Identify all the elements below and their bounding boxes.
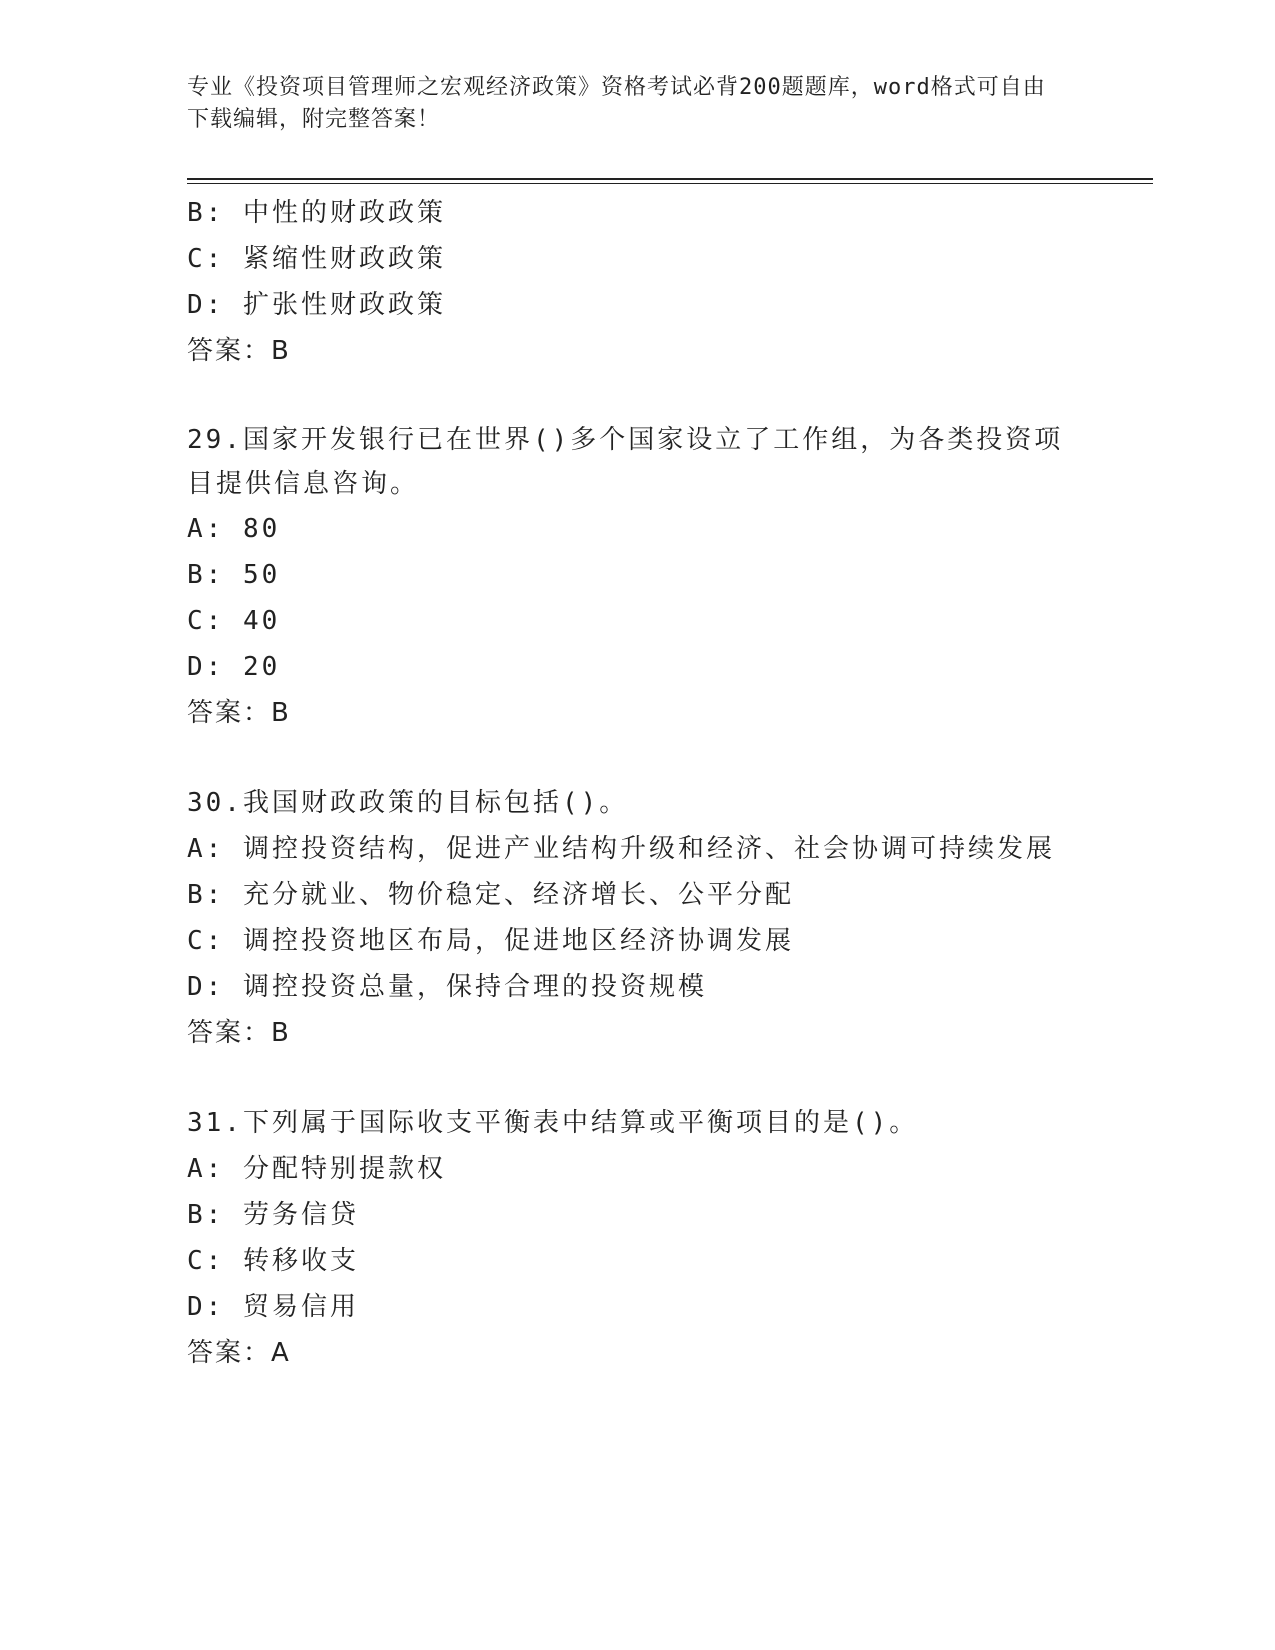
- option-c: C: 40: [187, 606, 281, 636]
- option-b: B: 50: [187, 560, 281, 590]
- option-d: D: 贸易信用: [187, 1292, 359, 1322]
- option-b: B: 中性的财政政策: [187, 198, 446, 228]
- option-d: D: 扩张性财政政策: [187, 290, 446, 320]
- question-list: [187, 190, 1153, 1376]
- question-text: 29.国家开发银行已在世界()多个国家设立了工作组，为各类投资项目提供信息咨询。: [187, 425, 1064, 499]
- option-b: B: 充分就业、物价稳定、经济增长、公平分配: [187, 880, 794, 910]
- answer-line: 答案：B: [187, 1018, 291, 1048]
- option-a: A: 80: [187, 514, 281, 544]
- question-text: 31.下列属于国际收支平衡表中结算或平衡项目的是()。: [187, 1108, 919, 1138]
- option-c: C: 紧缩性财政政策: [187, 244, 446, 274]
- option-a: A: 调控投资结构，促进产业结构升级和经济、社会协调可持续发展: [187, 834, 1055, 864]
- document-header: 专业《投资项目管理师之宏观经济政策》资格考试必背200题题库，word格式可自由下载编辑，附完整答案！: [187, 75, 1046, 132]
- option-d: D: 调控投资总量，保持合理的投资规模: [187, 972, 707, 1002]
- header-rule-thick: [187, 178, 1153, 180]
- option-b: B: 劳务信贷: [187, 1200, 359, 1230]
- option-a: A: 分配特别提款权: [187, 1154, 446, 1184]
- answer-line: 答案：B: [187, 698, 291, 728]
- header-rule-thin: [187, 183, 1153, 184]
- answer-line: 答案：B: [187, 336, 291, 366]
- answer-line: 答案：A: [187, 1338, 291, 1368]
- option-c: C: 转移收支: [187, 1246, 359, 1276]
- option-c: C: 调控投资地区布局，促进地区经济协调发展: [187, 926, 794, 956]
- option-d: D: 20: [187, 652, 281, 682]
- question-text: 30.我国财政政策的目标包括()。: [187, 788, 629, 818]
